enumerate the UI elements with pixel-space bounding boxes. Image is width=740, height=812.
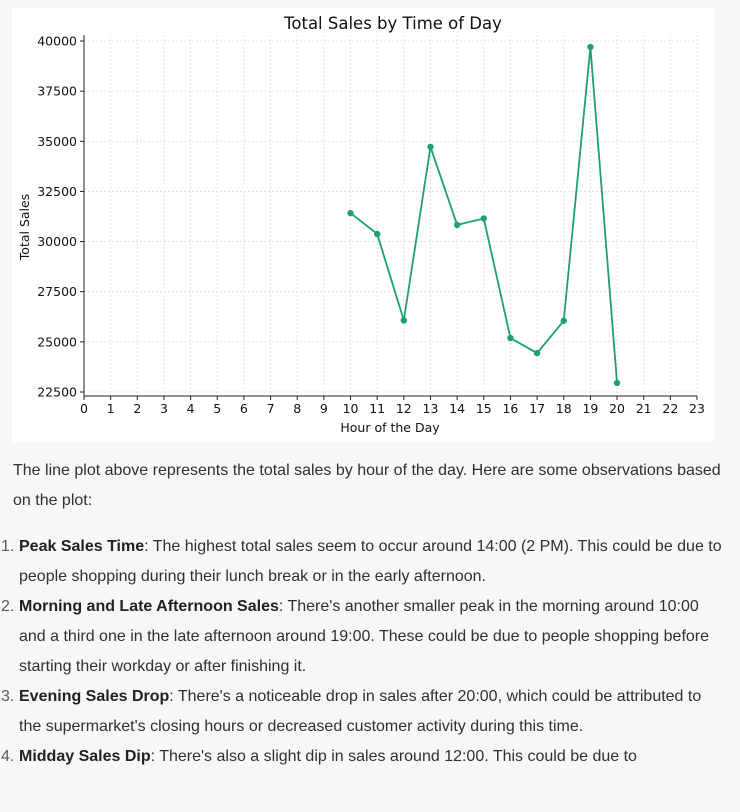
- y-tick-label: 35000: [37, 133, 77, 149]
- x-tick-label: 18: [555, 401, 572, 416]
- y-tick-label: 40000: [37, 33, 77, 49]
- x-axis-ticks: [80, 396, 705, 416]
- sales-data-point: [401, 317, 407, 323]
- x-tick-label: 11: [369, 401, 386, 416]
- sales-data-point: [507, 335, 513, 341]
- sales-data-point: [614, 380, 620, 386]
- x-tick-label: 17: [529, 401, 546, 416]
- observation-item: [1, 592, 725, 682]
- observation-text: : There's also a slight dip in sales around 12:00. This could be due to: [150, 748, 637, 765]
- chart-title: Total Sales by Time of Day: [284, 14, 502, 33]
- x-axis-label: Hour of the Day: [340, 420, 440, 435]
- observation-text: : The highest total sales seem to occur around 14:00 (2 PM). This could be due to people shopping during their lunch break or in the early afternoon.: [19, 538, 722, 585]
- sales-data-point: [587, 44, 593, 50]
- observation-title: Midday Sales Dip: [19, 748, 151, 765]
- sales-data-point: [374, 231, 380, 237]
- x-tick-label: 20: [609, 401, 625, 416]
- y-axis-label: Total Sales: [17, 193, 32, 261]
- observation-title: Evening Sales Drop: [19, 688, 170, 705]
- x-tick-label: 0: [80, 401, 88, 416]
- observation-text: : There's a noticeable drop in sales after 20:00, which could be attributed to the supermarket's closing hours or decreased customer activity during this time.: [19, 688, 702, 735]
- sales-data-point: [561, 318, 567, 324]
- y-tick-label: 32500: [37, 183, 77, 199]
- x-tick-label: 23: [689, 401, 705, 416]
- x-tick-label: 9: [319, 401, 328, 416]
- observation-text: : There's another smaller peak in the morning around 10:00 and a third one in the late afternoon around 19:00. These could be due to people shopping before starting their workday or after finishing it.: [19, 598, 710, 675]
- observation-item: [1, 742, 725, 772]
- x-tick-label: 7: [266, 401, 275, 416]
- observation-item: [1, 532, 725, 592]
- y-tick-label: 22500: [37, 384, 77, 400]
- x-tick-label: 3: [159, 401, 168, 416]
- sales-data-point: [347, 210, 353, 216]
- x-tick-label: 4: [186, 401, 195, 416]
- x-tick-label: 8: [293, 401, 302, 416]
- x-tick-label: 2: [133, 401, 142, 416]
- x-tick-label: 22: [662, 401, 679, 416]
- x-tick-label: 1: [106, 401, 115, 416]
- x-tick-label: 6: [239, 401, 248, 416]
- x-tick-label: 14: [449, 401, 466, 416]
- sales-data-point: [427, 144, 433, 150]
- y-tick-label: 25000: [37, 334, 77, 350]
- x-tick-label: 10: [342, 401, 359, 416]
- observations-list: [1, 532, 725, 772]
- chart-card: [12, 8, 714, 442]
- y-axis-ticks: [37, 34, 84, 400]
- observation-title: Morning and Late Afternoon Sales: [19, 598, 279, 615]
- observation-number: 1.: [1, 538, 15, 555]
- observation-item: [1, 682, 725, 742]
- sales-data-point: [481, 215, 487, 221]
- x-tick-label: 5: [213, 401, 222, 416]
- observation-number: 2.: [1, 598, 15, 615]
- sales-data-point: [454, 222, 460, 228]
- observation-number: 3.: [1, 688, 15, 705]
- x-tick-label: 13: [422, 401, 439, 416]
- observation-number: 4.: [1, 748, 15, 765]
- y-tick-label: 27500: [37, 284, 77, 300]
- assistant-response: [1, 456, 725, 772]
- x-tick-label: 16: [502, 401, 519, 416]
- y-tick-label: 37500: [37, 83, 77, 99]
- chart-grid: [84, 35, 697, 396]
- sales-data-point: [534, 350, 540, 356]
- x-tick-label: 19: [582, 401, 599, 416]
- x-tick-label: 12: [395, 401, 412, 416]
- x-tick-label: 15: [475, 401, 492, 416]
- x-tick-label: 21: [635, 401, 652, 416]
- sales-line-chart: [12, 8, 714, 442]
- observation-title: Peak Sales Time: [19, 538, 145, 555]
- response-intro: The line plot above represents the total sales by hour of the day. Here are some observations based on the plot:: [13, 462, 721, 509]
- y-tick-label: 30000: [37, 234, 77, 250]
